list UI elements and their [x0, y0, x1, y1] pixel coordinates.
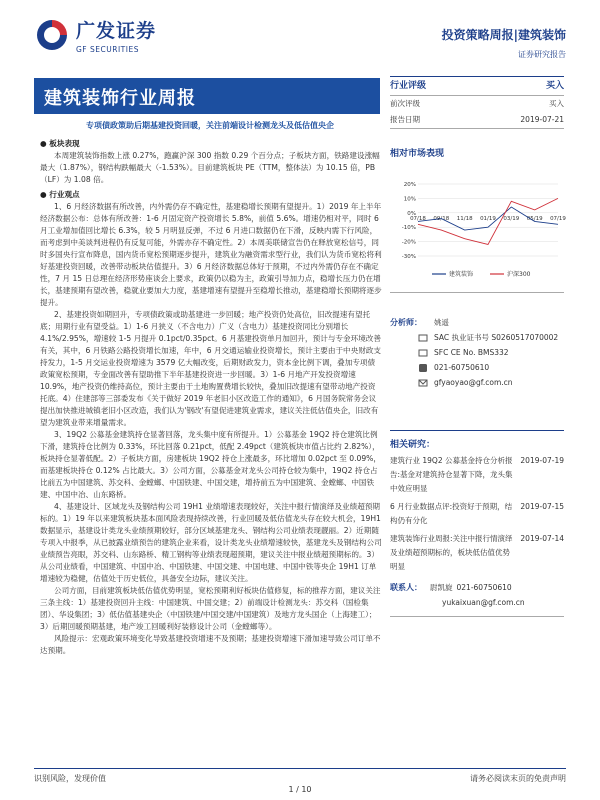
report-date-value: 2019-07-21	[520, 115, 564, 124]
sac-number: SAC 执业证书号 S0260517070002	[434, 333, 559, 342]
subtitle: 专项债政策助后期基建投资回暖，关注前端设计检测龙头及低估值央企	[86, 121, 334, 130]
rating-value: 买入	[545, 81, 564, 91]
analyst-box	[390, 292, 564, 390]
paragraph: 风险提示：宏观政策环境变化导致基建投资增速不及预期；基建投资增速下滑加速导致公司订单不达预期。	[40, 634, 381, 655]
analyst-email[interactable]: gfyaoyao@gf.com.cn	[434, 378, 513, 387]
paragraph: 公司方面，目前建筑板块低估值优势明显，宽松预期利好板块估值修复，标的推荐方面，建议关注三条主线：1）基建投资回升主线：中国建筑、中国交建；2）前端设计检测龙头：苏交科（国检集团）、华设集团；3）低估值基建央企（中国铁建/中国交建/中国建筑）及地方龙头国企（上海建工）；3）后期回暖预期基建，地产竣工回暖利好装修设计公司（金螳螂等）。	[40, 586, 381, 631]
x-tick-label: 09/18	[433, 215, 450, 222]
relative-performance-chart	[392, 178, 564, 284]
related-title: 6 月行业数据点评:投资好于预期，结构仍有分化	[390, 502, 513, 525]
y-tick-label: 10%	[403, 196, 416, 203]
analyst-phone: 021-60750610	[434, 363, 490, 372]
paragraph: 3、19Q2 公募基金建筑持仓显著回落，龙头集中度有所提升。1）公募基金 19Q2 持仓建筑比例下滑，建筑持仓比例为 0.33%，环比回落 0.21pct，低配 2.49pct（建筑板块市值占比约 2.82%），板块持仓显著低配。2）子板块方面，房建板块 19Q2 持仓上涨最多，环比增加 0.02pct 至 0.09%，而基建板块持仓 0.12% 占比最大。3）公司方面，公募基金对龙头公司持仓较为集中，19Q2 持仓占比前五为中国建筑、苏交科、金螳螂、中国铁建、中国交建，增持前五为中国建筑、金螳螂、中国铁建、中国中冶、山东路桥。	[40, 430, 381, 499]
y-tick-label: 20%	[403, 182, 416, 188]
report-body	[40, 138, 382, 657]
paragraph: 2、基建投资如期回升，专项债政策或助基建进一步回暖；地产投资仍处高位，旧改提速有望托底；用期行业有望受益。1）1-6 月狭义（不含电力）广义（含电力）基建投资同比分别增长 4.1%/2.95%，增速较 1-5 月提升 0.1pct/0.35pct。6 月基建投资单月加回升，预计与专金环境改善有关，其中，6 月铁路公路投资增长加速，年中，6 月交通运输业投资增长，预计主要由于中央财政支持发力，1-5 月交运业投资增速为 3579 亿大幅改变，后期财政发力，资本金比例下调，叠加专项债政策宽松预期，专金面改善有望助推下半年基建投资进一步回暖。3）1-6 月地产开发投资增速 10.9%，地产投资仍维持高位，预计主要由于土地购置费增长较快，叠加旧改提速有望带动地产投资托底。4）住建部等三部委发布《关于做好 2019 年老旧小区改造工作的通知》，6 月国务院常务会议提出加快推进城镇老旧小区改造，我们认为'钢改'有望促进建筑业需求，建议关注低估值央企，旧改有望为建筑业带来增量需求。	[40, 310, 382, 427]
paragraph: 本周建筑装饰指数上涨 0.27%，跑赢沪深 300 指数 0.29 个百分点；子板块方面，铁路建设涨幅最大（1.87%），钢结构跌幅最大（-1.53%）。目前建筑板块 PE（TTM，整体法）为 10.15 倍，PB（LF）为 1.08 倍。	[40, 151, 380, 184]
paragraph: 1、6 月经济数据有所改善，内外需仍存不确定性，基建稳增长预期有望提升。1）2019 年上半年经济数据公布：总体有所改善：1-6 月固定资产投资增长 5.8%，前值 5.6%。增速仍相对平，同时 6 月工业增加值回比增长 6.3%，较 5 月明显反弹，不过 6 月进口数据仍在下滑，反映内需下行风险，而考虑到中美谈判进程仍有反复可能，外需亦存不确定性。2）本周美联储宣告仍在释放宽松信号，同时多国央行宣布降息，国内货币宽松预期逐步提升，建筑业为融资需求型行业，我们认为货币宽松将利好基建投资回暖，改善带动板块估值提升。3）6 月经济数据总体好于预期，不过内外需仍存在不确定性，7 月 15 日总理在经济形势座谈会上要求，政策仍以稳为主，政策引导加力点，稳增长压力仍在增长，基建预期有望改善，稳就业要加大力度，基建增速有望提升至稳增长推动，基建稳增长预期将逐步提升。	[40, 202, 382, 307]
legend-label: 沪深300	[507, 271, 531, 278]
contact-email[interactable]: yukaixuan@gf.com.cn	[442, 598, 525, 607]
related-title: 建筑行业 19Q2 公募基金持仓分析报告:基金对建筑持仓显著下降，龙头集中效应明显	[390, 456, 513, 493]
related-date: 2019-07-15	[520, 502, 564, 511]
x-tick-label: 07/19	[550, 215, 566, 222]
contact-phone: 021-60750610	[456, 583, 512, 592]
id-card-icon	[418, 333, 428, 343]
prev-rating-value: 买入	[549, 99, 564, 108]
contact-box	[390, 580, 564, 617]
logo-cn: 广发证券	[76, 20, 157, 42]
sfc-number: SFC CE No. BMS332	[434, 348, 509, 357]
related-item[interactable]	[390, 532, 564, 574]
chart-heading	[390, 146, 564, 159]
y-tick-label: -10%	[401, 225, 416, 232]
x-tick-label: 01/19	[480, 215, 496, 222]
footer-disclaimer: 请务必阅读末页的免责声明	[470, 774, 566, 783]
rating-box	[390, 76, 564, 129]
y-tick-label: -20%	[401, 239, 416, 246]
related-item[interactable]	[390, 500, 564, 528]
section-head: ● 板块表现	[40, 139, 80, 148]
analyst-name: 姚遥	[434, 318, 449, 327]
x-tick-label: 05/19	[526, 215, 543, 222]
gf-logo-icon	[34, 17, 70, 53]
page-footer	[34, 768, 566, 783]
related-date: 2019-07-14	[520, 534, 564, 543]
page-header	[0, 0, 600, 72]
report-date-label: 报告日期	[390, 115, 420, 124]
paragraph: 4、基建设计、区域龙头及钢结构公司 19H1 业绩增速表现较好，关注中报行情演绎及业绩超预期标的。1）19 年以来建筑板块基本面风险表现持续改善，行业回暖及低估值龙头存在较大机会，19H1 数据显示，基建设计类龙头业绩预期较好，部分区域基建龙头、钢结构公司业绩表现靓丽。2）近期随专项入中报季，从已披露业绩预告的建筑企业来看，设计类龙头业绩增速较快，基建龙头及钢结构公司业绩预告亮眼，苏交科、山东路桥、精工钢构等业绩表现超预期，建议关注中报业绩超预期标的。3）从公司业绩看，中国建筑、中国中冶、中国铁建、中国交建、中国电建、中国中铁等央企 19H1 订单增速较为稳健，估值处于历史低位，具备安全边际，建议关注。	[40, 502, 382, 583]
page-title: 建筑装饰行业周报	[44, 88, 196, 109]
report-type: 投资策略周报|建筑装饰	[441, 28, 566, 42]
phone-icon	[418, 363, 428, 373]
mail-icon	[418, 378, 428, 388]
related-date: 2019-07-19	[520, 456, 564, 465]
y-tick-label: 0%	[407, 210, 416, 217]
title-banner	[34, 78, 380, 114]
related-head: 相关研究：	[390, 440, 436, 450]
footer-slogan: 识别风险，发现价值	[34, 774, 106, 783]
id-card-icon	[418, 348, 428, 358]
contact-label: 联系人：	[390, 583, 422, 592]
legend-label: 建筑装饰	[449, 271, 474, 278]
x-tick-label: 07/18	[410, 215, 426, 222]
page-number: 1 / 10	[288, 785, 312, 794]
analyst-label: 分析师：	[390, 318, 422, 327]
logo-en: GF SECURITIES	[76, 45, 139, 54]
contact-name: 尉凯旋	[430, 583, 453, 592]
rating-head: 行业评级	[390, 81, 427, 91]
x-tick-label: 11/18	[456, 215, 473, 222]
company-logo	[34, 16, 156, 54]
related-research	[390, 430, 564, 574]
related-item[interactable]	[390, 454, 564, 496]
x-tick-label: 03/19	[503, 215, 520, 222]
y-tick-label: -30%	[401, 254, 416, 260]
department-label: 证券研究报告	[518, 50, 566, 59]
section-head: ● 行业观点	[40, 190, 80, 199]
related-title: 建筑装饰行业周报:关注中报行情演绎及业绩超预期标的，板块低估值优势明显	[390, 534, 513, 571]
chart-title: 相对市场表现	[390, 149, 445, 159]
prev-rating-label: 前次评级	[390, 99, 420, 108]
